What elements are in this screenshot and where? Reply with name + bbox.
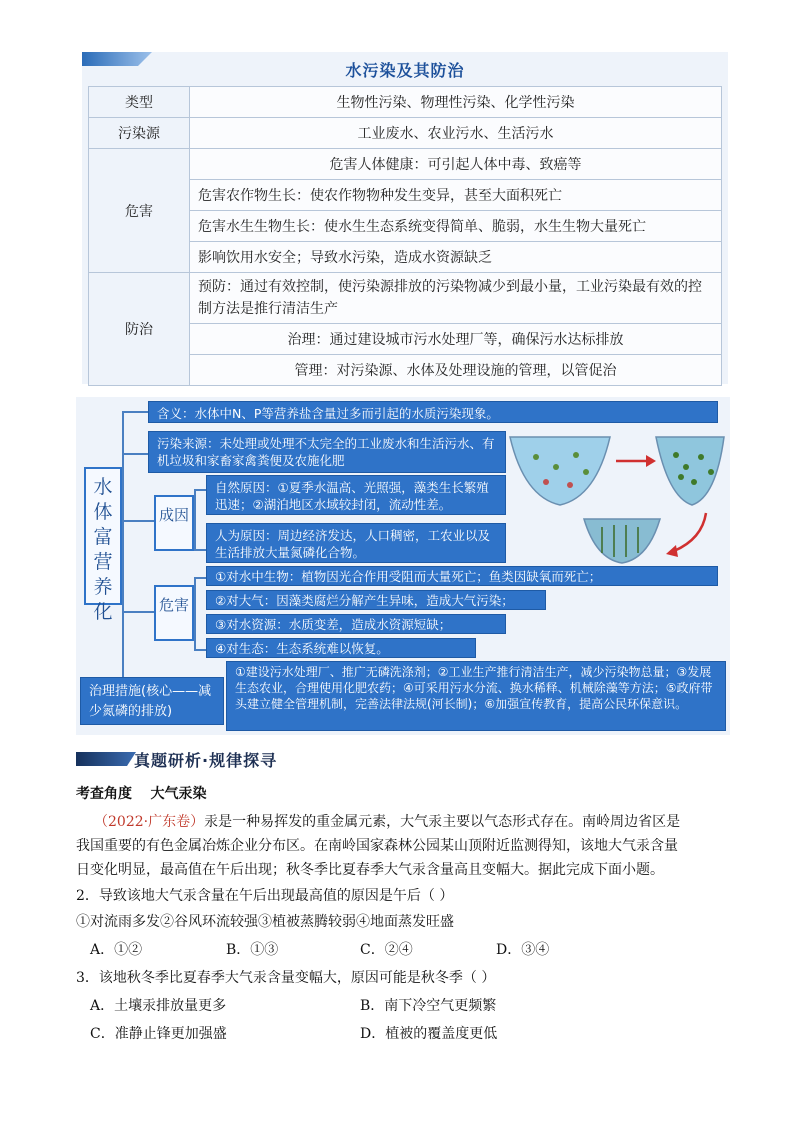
q2-option-d[interactable]: D．③④: [496, 942, 550, 958]
question-source: （2022·广东卷）: [94, 814, 205, 830]
angle-line: [76, 784, 206, 804]
exam-question-section: [76, 748, 736, 1058]
prevent-row: 预防：通过有效控制，使污染源排放的污染物减少到最小量，工业污染最有效的控制方法是推行清洁生产: [190, 273, 722, 324]
q3-stem: 3．该地秋冬季比夏春季大气汞含量变幅大，原因可能是秋冬季（ ）: [76, 970, 496, 986]
definition-box: 含义：水体中N、P等营养盐含量过多而引起的水质污染现象。: [148, 401, 718, 423]
connector-line: [194, 649, 206, 651]
connector-line: [194, 577, 206, 579]
eutrophication-illustration: [506, 427, 726, 567]
q3-option-b[interactable]: B．南下冷空气更频繁: [360, 998, 497, 1014]
table-row: [89, 273, 722, 324]
harm-row: 危害农作物生长：使农作物物种发生变异，甚至大面积死亡: [190, 180, 722, 211]
arrow-right-icon: [616, 455, 656, 467]
passage-line: 我国重要的有色金属冶炼企业分布区。在南岭国家森林公园某山顶附近监测得知，该地大气汞含量: [76, 838, 678, 854]
harm-row: 危害水生生物生长：使水生生态系统变得简单、脆弱，水生生物大量死亡: [190, 211, 722, 242]
harm-row: 影响饮用水安全；导致水污染，造成水资源缺乏: [190, 242, 722, 273]
connector-line: [194, 489, 196, 551]
source-value: 工业废水、农业污水、生活污水: [190, 118, 722, 149]
table-row: [89, 149, 722, 180]
connector-line: [194, 549, 206, 551]
angle-label: 考查角度: [76, 786, 132, 802]
section-header: [76, 748, 316, 772]
harm-row: 危害人体健康：可引起人体中毒、致癌等: [190, 149, 722, 180]
q3-option-a[interactable]: A．土壤汞排放量更多: [90, 998, 227, 1014]
human-cause-box: 人为原因：周边经济发达，人口稠密，工农业以及生活排放大量氮磷化合物。: [206, 523, 506, 563]
passage-text: 汞是一种易挥发的重金属元素，大气汞主要以气态形式存在。南岭周边省区是: [204, 814, 681, 830]
eutrophication-mindmap: [76, 397, 730, 735]
lake-basin-1-icon: [510, 437, 610, 505]
type-value: 生物性污染、物理性污染、化学性污染: [190, 87, 722, 118]
connector-line: [122, 611, 154, 613]
q2-option-c[interactable]: C．②④: [360, 942, 413, 958]
header-decoration: [76, 752, 136, 766]
q2-option-a[interactable]: A．①②: [90, 942, 143, 958]
table-title-bar: [82, 52, 728, 84]
q3-option-d[interactable]: D．植被的覆盖度更低: [360, 1026, 498, 1042]
angle-value: 大气汞染: [150, 786, 207, 802]
connector-line: [122, 411, 148, 413]
cause-node: 成因: [154, 495, 194, 551]
type-label: 类型: [89, 87, 190, 118]
table-title: 水污染及其防治: [345, 61, 465, 80]
q3-option-c[interactable]: C．准静止锋更加强盛: [90, 1026, 227, 1042]
water-pollution-table: [88, 86, 722, 386]
harm-node: 危害: [154, 585, 194, 641]
harm-item-box: ②对大气：因藻类腐烂分解产生异味，造成大气污染；: [206, 590, 546, 610]
lake-basin-2-icon: [656, 437, 724, 505]
prevent-row: 管理：对污染源、水体及处理设施的管理，以管促治: [190, 355, 722, 386]
q2-stem: 2．导致该地大气汞含量在午后出现最高值的原因是午后（ ）: [76, 888, 454, 904]
measures-box: ①建设污水处理厂、推广无磷洗涤剂；②工业生产推行清洁生产，减少污染物总量；③发展生态农业，合理使用化肥农药；④可采用污水分流、换水稀释、机械除藻等方法；⑤政府带头建立健全管理机制，完善法律法规(河长制)；⑥加强宣传教育，提高公民环保意识。: [226, 661, 726, 731]
q2-items: ①对流雨多发②谷风环流较强③植被蒸腾较弱④地面蒸发旺盛: [76, 914, 454, 930]
passage-line: 日变化明显，最高值在午后出现；秋冬季比夏春季大气汞含量高且变幅大。据此完成下面小题。: [76, 862, 664, 878]
harm-label: 危害: [89, 149, 190, 273]
q2-option-b[interactable]: B．①③: [226, 942, 279, 958]
connector-line: [194, 489, 206, 491]
table-row: [89, 87, 722, 118]
natural-cause-box: 自然原因：①夏季水温高、光照强，藻类生长繁殖迅速；②湖泊地区水域较封闭，流动性差。: [206, 475, 506, 515]
harm-item-box: ①对水中生物：植物因光合作用受阻而大量死亡；鱼类因缺氧而死亡；: [206, 566, 718, 586]
curved-arrow-icon: [666, 513, 706, 557]
measures-label-node: 治理措施(核心——减少氮磷的排放): [80, 677, 224, 725]
passage-line: [94, 812, 680, 832]
table-row: [89, 118, 722, 149]
prevent-row: 治理：通过建设城市污水处理厂等，确保污水达标排放: [190, 324, 722, 355]
source-label: 污染源: [89, 118, 190, 149]
connector-line: [122, 520, 154, 522]
harm-item-box: ③对水资源：水质变差，造成水资源短缺；: [206, 614, 506, 634]
lake-basin-3-icon: [584, 519, 660, 563]
water-pollution-table-section: [82, 52, 728, 384]
connector-line: [122, 453, 148, 455]
harm-item-box: ④对生态：生态系统难以恢复。: [206, 638, 476, 658]
main-topic-node: 水体富营养化: [84, 467, 122, 605]
section-header-text: 真题研析·规律探寻: [134, 751, 278, 770]
connector-line: [194, 577, 196, 651]
prevent-label: 防治: [89, 273, 190, 386]
pollution-source-box: 污染来源：未处理或处理不太完全的工业废水和生活污水、有机垃圾和家畜家禽粪便及农施化肥: [148, 431, 506, 473]
